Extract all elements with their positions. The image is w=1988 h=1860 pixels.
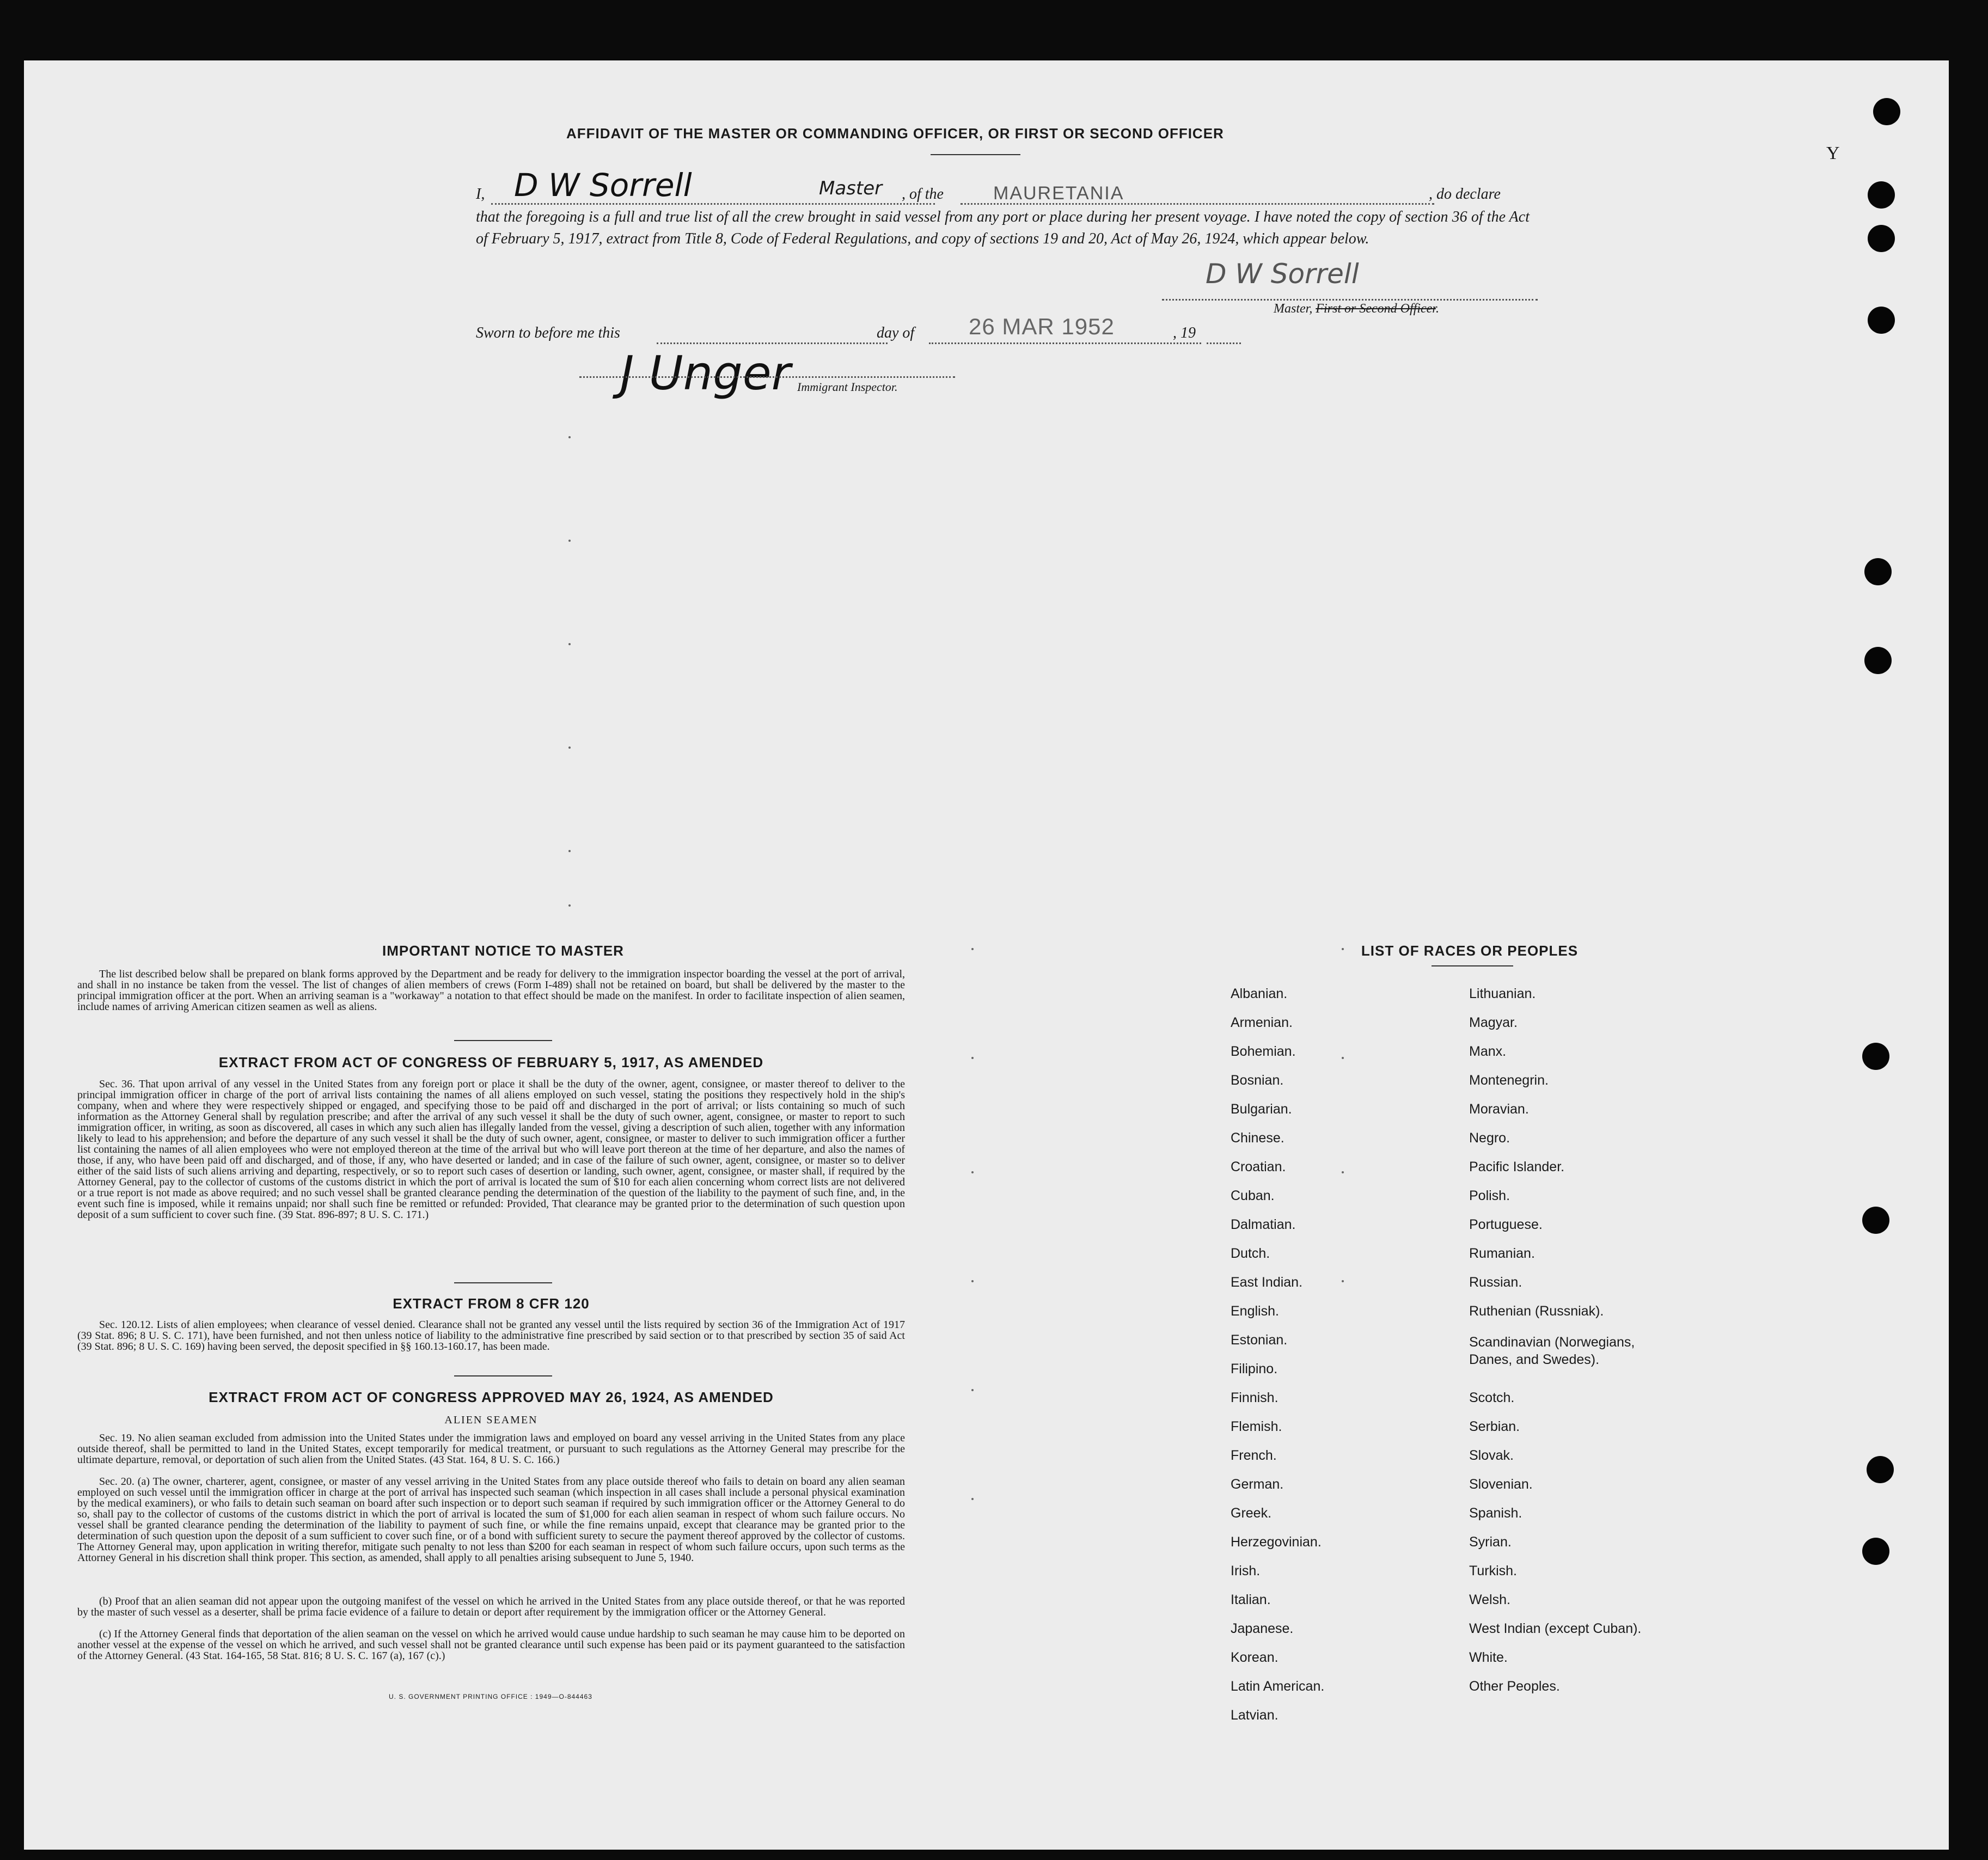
race-item: Cuban.: [1231, 1188, 1275, 1203]
punch-hole: [1873, 98, 1900, 125]
inspector-signature: J Unger: [620, 346, 791, 401]
faint-mark: [1342, 1280, 1344, 1282]
affidavit-title: AFFIDAVIT OF THE MASTER OR COMMANDING OFFICER, OR FIRST OR SECOND OFFICER: [566, 125, 1224, 142]
of-the-text: , of the: [902, 186, 944, 203]
race-item: Turkish.: [1469, 1563, 1517, 1578]
race-item: White.: [1469, 1650, 1508, 1665]
race-item: Scotch.: [1469, 1390, 1515, 1405]
race-item: Slovenian.: [1469, 1477, 1533, 1492]
document-page: [24, 60, 1949, 1850]
faint-mark: [1342, 1057, 1344, 1059]
race-item: Croatian.: [1231, 1159, 1286, 1174]
race-item: Scandinavian (Norwegians, Danes, and Swedes).: [1469, 1335, 1635, 1367]
faint-mark: [568, 747, 571, 749]
race-item: Latin American.: [1231, 1679, 1325, 1694]
vessel-line: [961, 203, 1434, 205]
race-item: Other Peoples.: [1469, 1679, 1560, 1694]
extract1924-subtitle: ALIEN SEAMEN: [444, 1414, 538, 1426]
faint-mark: [971, 1171, 974, 1173]
faint-mark: [568, 643, 571, 645]
master-signature: D W Sorrell: [1206, 258, 1359, 290]
extract1924-title: EXTRACT FROM ACT OF CONGRESS APPROVED MAY 26, 1924, AS AMENDED: [209, 1389, 774, 1405]
race-item: Russian.: [1469, 1275, 1522, 1290]
race-item: Lithuanian.: [1469, 986, 1536, 1001]
race-item: Dalmatian.: [1231, 1217, 1296, 1232]
extract-cfr-title: EXTRACT FROM 8 CFR 120: [393, 1295, 590, 1312]
punch-hole: [1864, 558, 1892, 585]
race-item: Italian.: [1231, 1592, 1271, 1607]
race-item: Chinese.: [1231, 1130, 1284, 1146]
inspector-line: [579, 376, 955, 378]
faint-mark: [971, 1389, 974, 1391]
race-item: Montenegrin.: [1469, 1073, 1549, 1088]
race-item: Greek.: [1231, 1506, 1272, 1521]
master-name-handwritten: D W Sorrell: [514, 167, 692, 204]
extract1924-sec20b: (b) Proof that an alien seaman did not appear upon the outgoing manifest of the vessel on which he arrived in the United States from any place outside thereof, or that he was reported by the master of such vessel as a deserter, shall be prima facie evidence of a failure to detain or deport after requirement by the immigration officer or the Attorney General.: [77, 1595, 905, 1618]
faint-mark: [568, 436, 571, 438]
divider: [454, 1040, 552, 1041]
race-item: Irish.: [1231, 1563, 1261, 1578]
divider: [454, 1375, 552, 1376]
race-item: Armenian.: [1231, 1015, 1293, 1030]
extract1917-text: Sec. 36. That upon arrival of any vessel in the United States from any foreign port or place it shall be the duty of the owner, agent, consignee, or master thereof to deliver to the principal immigration officer in charge of the port of arrival lists containing the names of all aliens employed on such vessel, stating the positions they respectively hold in the ship's company, when and where they were respectively shipped or engaged, and specifying those to be paid off and discharged in the port of arrival; or lists containing so much of such information as the Attorney General shall by regulation prescribe; and after the arrival of any such vessel it shall be the duty of such owner, agent, consignee, or master to report to such immigration officer, in writing, as soon as discovered, all cases in which any such alien has illegally landed from the vessel, giving a description of such alien, together with any information likely to lead to his apprehension; and before the departure of any such vessel it shall be the duty of such owner, agent, consignee, or master to deliver to such immigration officer a further list containing the names of all alien employees who were not employed thereon at the time of the arrival but who will leave port thereon at the time of her departure, and also the names of those, if any, who have been paid off and discharged, and of those, if any, who have deserted or landed; and in case of the failure of such owner, agent, consignee, or master so to deliver either of the said lists of such aliens arriving and departing, respectively, or so to report such cases of desertion or landing, such owner, agent, consignee, or master shall, if required by the Attorney General, pay to the collector of customs of the customs district in which the port of arrival is located the sum of $10 for each alien concerning whom correct lists are not delivered or a true report is not made as above required; and no such vessel shall be granted clearance pending the determination of the question of the liability to the payment of such fine, and, in the event such fine is imposed, while it remains unpaid; nor shall such fine be remitted or refunded: Provided, That clearance may be granted prior to the determination of such question upon deposit of a sum sufficient to cover such fine. (39 Stat. 896-897; 8 U. S. C. 171.): [77, 1078, 905, 1221]
race-item: Bosnian.: [1231, 1073, 1284, 1088]
race-item: West Indian (except Cuban).: [1469, 1621, 1642, 1636]
date-stamp: 26 MAR 1952: [969, 314, 1115, 339]
corner-mark: Y: [1826, 143, 1840, 163]
punch-hole: [1868, 225, 1895, 252]
faint-mark: [971, 1280, 974, 1282]
affidavit-body: that the foregoing is a full and true list of all the crew brought in said vessel from any port or place during her present voyage. I have noted the copy of section 36 of the Act of February 5, 1917, extract from Title 8, Code of Federal Regulations, and copy of sections 19 and 20, Act of May 26, 1924, which appear below.: [476, 209, 1530, 247]
date-line: [929, 342, 1201, 344]
punch-hole: [1868, 181, 1895, 209]
master-caption: Master, First or Second Officer.: [1274, 302, 1439, 316]
races-title-underline: [1432, 965, 1513, 966]
title-underline: [931, 154, 1020, 155]
race-item: Latvian.: [1231, 1708, 1279, 1723]
affidavit-i: I,: [476, 186, 485, 203]
sworn-text: Sworn to before me this: [476, 325, 620, 341]
race-item: Bohemian.: [1231, 1044, 1296, 1059]
faint-mark: [971, 1498, 974, 1500]
punch-hole: [1862, 1043, 1889, 1070]
year-line: [1207, 342, 1241, 344]
race-item: Albanian.: [1231, 986, 1288, 1001]
race-item: Dutch.: [1231, 1246, 1270, 1261]
faint-mark: [1342, 1171, 1344, 1173]
punch-hole: [1868, 307, 1895, 334]
race-item: Ruthenian (Russniak).: [1469, 1304, 1604, 1319]
race-item: Moravian.: [1469, 1102, 1529, 1117]
race-item: Flemish.: [1231, 1419, 1282, 1434]
day-of-text: day of: [877, 325, 915, 341]
punch-hole: [1862, 1538, 1889, 1565]
role-handwritten: Master: [819, 178, 883, 199]
extract1917-title: EXTRACT FROM ACT OF CONGRESS OF FEBRUARY 5, 1917, AS AMENDED: [218, 1054, 764, 1070]
race-item: Spanish.: [1469, 1506, 1522, 1521]
extract-cfr-text: Sec. 120.12. Lists of alien employees; when clearance of vessel denied. Clearance shall not be granted any vessel until the lists required by section 36 of the Immigration Act of 1917 (39 Stat. 896; 8 U. S. C. 171), have been furnished, and not then unless notice of liability to the administrative fine prescribed by said section or to that prescribed by section 35 of said Act (39 Stat. 896; 8 U. S. C. 169) having been served, the deposit specified in §§ 160.13-160.17, has been made.: [77, 1319, 905, 1353]
race-item: German.: [1231, 1477, 1284, 1492]
race-item: Herzegovinian.: [1231, 1534, 1322, 1550]
race-item: French.: [1231, 1448, 1277, 1463]
extract1924-sec19: Sec. 19. No alien seaman excluded from admission into the United States under the immigration laws and employed on board any vessel arriving in the United States from any place outside thereof, shall be permitted to land in the United States, except temporarily for medical treatment, or pursuant to such regulations as the Attorney General may prescribe for the ultimate departure, removal, or deportation of such alien from the United States. (43 Stat. 164, 8 U. S. C. 166.): [77, 1432, 905, 1466]
faint-mark: [568, 850, 571, 852]
faint-mark: [568, 540, 571, 542]
race-item: Welsh.: [1469, 1592, 1510, 1607]
notice-text: The list described below shall be prepared on blank forms approved by the Department and be ready for delivery to the immigration inspector boarding the vessel at the port of arrival, and shall in no instance be taken from the vessel. The list of changes of alien members of crews (Form I-489) shall not be retained on board, but shall be delivered by the master to the principal immigration officer at the port. When an arriving seaman is a "workaway" a notation to that effect should be made on the manifest. In order to facilitate inspection of alien seamen, include names of arriving American citizen seamen as well as aliens.: [77, 968, 905, 1013]
race-item: Japanese.: [1231, 1621, 1294, 1636]
extract1924-sec20c: (c) If the Attorney General finds that deportation of the alien seaman on the vessel on which he arrived would cause undue hardship to such seaman he may cause him to be deported on another vessel at the expense of the vessel on which he arrived, and such vessel shall not be granted clearance until such expense has been paid or its payment guaranteed to the satisfaction of the Attorney General. (43 Stat. 164-165, 58 Stat. 816; 8 U. S. C. 167 (a), 167 (c).): [77, 1628, 905, 1662]
faint-mark: [971, 948, 974, 950]
race-item: Filipino.: [1231, 1361, 1278, 1376]
notice-title: IMPORTANT NOTICE TO MASTER: [382, 943, 624, 959]
race-item: Korean.: [1231, 1650, 1279, 1665]
faint-mark: [971, 1057, 974, 1059]
faint-mark: [568, 904, 571, 907]
master-signature-line: [1162, 299, 1538, 301]
race-item: East Indian.: [1231, 1275, 1303, 1290]
race-item: Syrian.: [1469, 1534, 1512, 1550]
sworn-line: [657, 342, 888, 344]
punch-hole: [1864, 647, 1892, 674]
race-item: Portuguese.: [1469, 1217, 1543, 1232]
race-item: Finnish.: [1231, 1390, 1279, 1405]
vessel-name-stamp: MAURETANIA: [993, 183, 1124, 204]
year-prefix: , 19: [1173, 325, 1196, 341]
race-item: Negro.: [1469, 1130, 1510, 1146]
extract1924-sec20a: Sec. 20. (a) The owner, charterer, agent, consignee, or master of any vessel arriving in the United States from any place outside thereof who fails to detain on board any alien seaman employed on such vessel until the immigration officer in charge at the port of arrival has inspected such seaman (which inspection in all cases shall include a personal physical examination by the medical examiners), or who fails to detain such seaman on board after such inspection or to deport such seaman if required by such immigration officer or the Attorney General to do so, shall pay to the collector of customs of the customs district in which the port of arrival is located the sum of $1,000 for each alien seaman in respect of whom such failure occurs. No vessel shall be granted clearance pending the determination of the liability to payment of such fine, or while the fine remains unpaid, except that clearance may be granted prior to the determination of such question upon the deposit of a sum sufficient to cover such fine, or of a bond with sufficient surety to secure the payment thereof approved by the collector of customs. The Attorney General may, upon application in writing therefor, mitigate such penalty to not less than $200 for each seaman in respect of whom such failure occurs, upon such terms as the Attorney General in his discretion shall think proper. This section, as amended, shall apply to all penalties arising subsequent to June 5, 1940.: [77, 1476, 905, 1564]
race-item: Estonian.: [1231, 1332, 1288, 1348]
race-item: Magyar.: [1469, 1015, 1518, 1030]
do-declare-text: , do declare: [1429, 186, 1501, 203]
master-caption-struck: First or Second Officer: [1316, 302, 1436, 316]
master-name-line: [491, 203, 935, 205]
race-item: Rumanian.: [1469, 1246, 1535, 1261]
race-item: Serbian.: [1469, 1419, 1520, 1434]
races-title: LIST OF RACES OR PEOPLES: [1361, 943, 1579, 959]
race-item: Manx.: [1469, 1044, 1507, 1059]
race-item: Pacific Islander.: [1469, 1159, 1565, 1174]
printer-imprint: U. S. GOVERNMENT PRINTING OFFICE : 1949—O-844463: [389, 1693, 592, 1700]
punch-hole: [1867, 1456, 1894, 1483]
race-item: Polish.: [1469, 1188, 1510, 1203]
race-item: English.: [1231, 1304, 1279, 1319]
divider: [454, 1282, 552, 1283]
race-item: Slovak.: [1469, 1448, 1514, 1463]
punch-hole: [1862, 1207, 1889, 1234]
inspector-caption: Immigrant Inspector.: [797, 380, 898, 394]
race-item: Bulgarian.: [1231, 1102, 1292, 1117]
master-caption-label: Master,: [1274, 302, 1313, 316]
